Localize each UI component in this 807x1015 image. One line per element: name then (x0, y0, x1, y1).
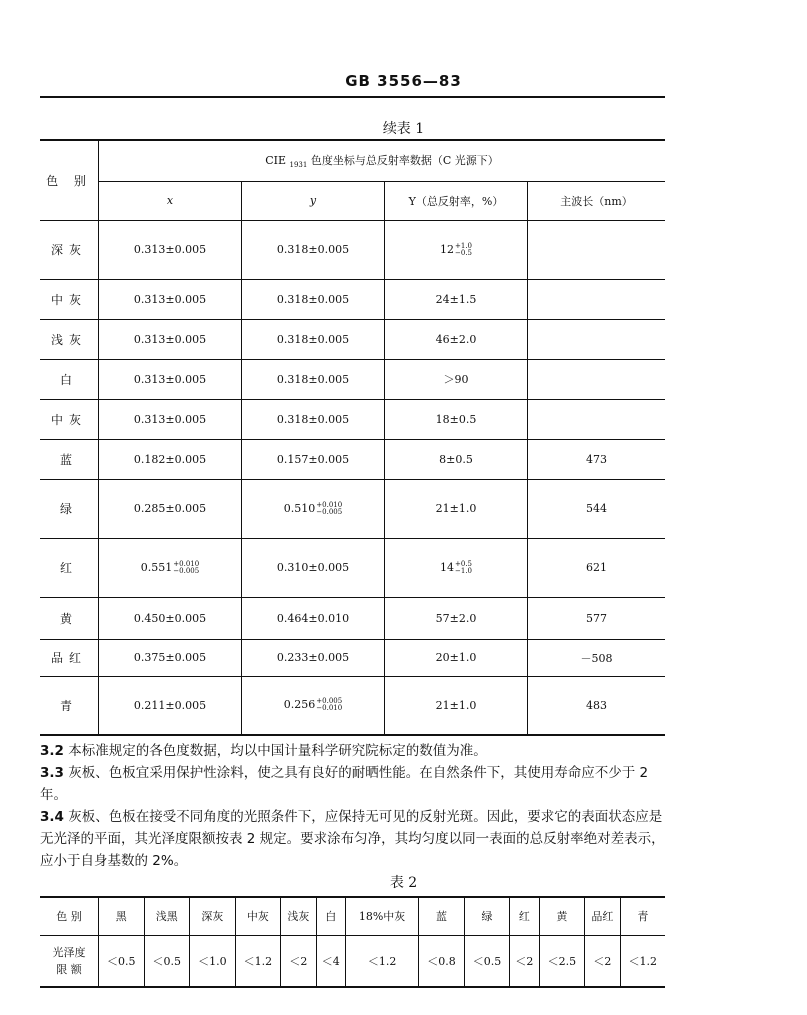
cell-Y: 21±1.0 (385, 676, 528, 735)
table-row (40, 279, 665, 319)
para-num: 3.4 (40, 809, 64, 825)
para-text: 灰板、色板在接受不同角度的光照条件下，应保持无可见的反射光斑。因此，要求它的表面状态应是无光泽的平面，其光泽度限额按表 2 规定。要求涂布匀净，其均匀度以同一表面的总反射率绝对差表示，应小于自身基数的 2%。 (40, 809, 665, 869)
gloss-color-header: 深灰 (190, 897, 236, 935)
gloss-color-header: 蓝 (419, 897, 465, 935)
cell-color: 黄 (40, 597, 99, 639)
gloss-color-header: 中灰 (235, 897, 281, 935)
table-row (40, 479, 665, 538)
cell-Y: 21±1.0 (385, 479, 528, 538)
tolerance-down: −0.010 (316, 704, 343, 713)
cell-wl (528, 359, 666, 399)
tolerance-up: +0.010 (173, 559, 200, 568)
standard-code: GB 3556—83 (345, 72, 462, 90)
cell-color: 蓝 (40, 439, 99, 479)
tolerance-down: −0.005 (316, 507, 343, 516)
paragraph-3-4 (40, 806, 668, 872)
cell-wl: 621 (528, 538, 666, 597)
row-label-line2: 限 额 (56, 962, 82, 976)
cie-title-pre: CIE (265, 154, 287, 168)
cell-Y: 18±0.5 (385, 399, 528, 439)
tolerance-down: −0.005 (173, 566, 200, 575)
table2-caption: 表 2 (389, 875, 418, 891)
table2-header-label: 色 别 (40, 897, 99, 935)
col-wavelength-header: 主波长（nm） (528, 181, 666, 220)
gloss-limit-value: ＜1.2 (235, 935, 281, 987)
cell-wl: －508 (528, 639, 666, 676)
cell-x: 0.313±0.005 (99, 319, 242, 359)
cell-wl (528, 279, 666, 319)
table-row (40, 538, 665, 597)
color-header: 色 别 (40, 140, 99, 220)
cell-Y: ＞90 (385, 359, 528, 399)
gloss-limit-value: ＜2 (281, 935, 317, 987)
cie-title-post: 色度坐标与总反射率数据（C 光源下） (310, 154, 499, 168)
gloss-limit-value: ＜2 (510, 935, 539, 987)
gloss-limit-table (40, 896, 665, 988)
cie-title (99, 140, 666, 181)
cell-x-tolerance (99, 538, 242, 597)
cell-Y: 24±1.5 (385, 279, 528, 319)
tolerance-up: +1.0 (455, 241, 472, 250)
table-row (40, 597, 665, 639)
table-row (40, 639, 665, 676)
header-rule (40, 96, 665, 98)
tolerance-up: +0.005 (316, 697, 343, 706)
table-row (40, 359, 665, 399)
cell-y: 0.157±0.005 (242, 439, 385, 479)
cell-y-tolerance (242, 676, 385, 735)
para-num: 3.2 (40, 743, 64, 759)
gloss-limit-value: ＜1.2 (345, 935, 418, 987)
gloss-limit-value: ＜0.5 (99, 935, 145, 987)
gloss-color-header: 浅灰 (281, 897, 317, 935)
paragraph-3-2 (40, 740, 668, 762)
cell-y: 0.318±0.005 (242, 399, 385, 439)
tolerance-down: −0.5 (455, 248, 472, 257)
cell-wl: 473 (528, 439, 666, 479)
cell-x: 0.285±0.005 (99, 479, 242, 538)
gloss-color-header: 黄 (539, 897, 585, 935)
cell-wl: 577 (528, 597, 666, 639)
tolerance-up: +0.010 (316, 500, 343, 509)
col-x-header: x (99, 181, 242, 220)
cell-color: 绿 (40, 479, 99, 538)
cell-x: 0.313±0.005 (99, 399, 242, 439)
cell-x: 0.313±0.005 (99, 220, 242, 279)
gloss-limit-value: ＜2.5 (539, 935, 585, 987)
value-main: 14 (440, 560, 454, 574)
cell-color: 红 (40, 538, 99, 597)
cell-Y: 20±1.0 (385, 639, 528, 676)
gloss-color-header: 绿 (464, 897, 510, 935)
para-text: 灰板、色板宜采用保护性涂料，使之具有良好的耐晒性能。在自然条件下，其使用寿命应不少于 2 年。 (40, 765, 649, 803)
gloss-color-header: 黑 (99, 897, 145, 935)
tolerance (173, 561, 199, 575)
gloss-color-header: 红 (510, 897, 539, 935)
gloss-limit-value: ＜1.2 (620, 935, 665, 987)
cell-color: 中灰 (40, 399, 99, 439)
tolerance-down: −1.0 (455, 566, 472, 575)
cell-x: 0.375±0.005 (99, 639, 242, 676)
cell-y: 0.318±0.005 (242, 279, 385, 319)
cell-x: 0.313±0.005 (99, 279, 242, 319)
tolerance (316, 698, 342, 712)
gloss-limit-value: ＜1.0 (190, 935, 236, 987)
gloss-limit-value: ＜0.5 (144, 935, 190, 987)
gloss-limit-value: ＜2 (585, 935, 621, 987)
cell-color: 品红 (40, 639, 99, 676)
cell-x: 0.450±0.005 (99, 597, 242, 639)
para-text: 本标准规定的各色度数据，均以中国计量科学研究院标定的数值为准。 (68, 743, 487, 759)
cell-y-tolerance (242, 479, 385, 538)
cell-color: 浅灰 (40, 319, 99, 359)
tolerance (455, 243, 472, 257)
table-row (40, 319, 665, 359)
cell-wl (528, 399, 666, 439)
cell-wl: 483 (528, 676, 666, 735)
cell-y: 0.464±0.010 (242, 597, 385, 639)
cell-y: 0.318±0.005 (242, 220, 385, 279)
value-main: 0.510 (283, 501, 316, 515)
value-main: 0.256 (283, 698, 316, 712)
cell-Y: 57±2.0 (385, 597, 528, 639)
col-Y-header: Y（总反射率，%） (385, 181, 528, 220)
gloss-color-header: 浅黑 (144, 897, 190, 935)
cell-wl: 544 (528, 479, 666, 538)
tolerance-up: +0.5 (455, 559, 472, 568)
col-y-header: y (242, 181, 385, 220)
gloss-color-header: 18%中灰 (345, 897, 418, 935)
cell-Y-tolerance (385, 220, 528, 279)
table-row (40, 676, 665, 735)
tolerance (316, 502, 342, 516)
cell-Y: 46±2.0 (385, 319, 528, 359)
table-row (40, 220, 665, 279)
cell-x: 0.182±0.005 (99, 439, 242, 479)
cell-x: 0.211±0.005 (99, 676, 242, 735)
cell-x: 0.313±0.005 (99, 359, 242, 399)
cell-Y: 8±0.5 (385, 439, 528, 479)
value-main: 0.551 (140, 560, 173, 574)
cell-y: 0.233±0.005 (242, 639, 385, 676)
gloss-color-header: 品红 (585, 897, 621, 935)
tolerance (455, 561, 472, 575)
cell-Y-tolerance (385, 538, 528, 597)
value-main: 12 (440, 242, 454, 256)
gloss-limit-value: ＜0.8 (419, 935, 465, 987)
table1-caption: 续表 1 (382, 121, 425, 137)
row-label-line1: 光泽度 (52, 945, 86, 959)
gloss-limit-value: ＜0.5 (464, 935, 510, 987)
table2-row-label (40, 935, 99, 987)
color-data-table (40, 139, 665, 736)
cell-y: 0.318±0.005 (242, 359, 385, 399)
gloss-limit-value: ＜4 (316, 935, 345, 987)
table-row (40, 399, 665, 439)
cell-color: 青 (40, 676, 99, 735)
cell-y: 0.310±0.005 (242, 538, 385, 597)
gloss-color-header: 白 (316, 897, 345, 935)
cell-wl (528, 220, 666, 279)
cell-wl (528, 319, 666, 359)
cie-title-sub: 1931 (289, 161, 308, 170)
paragraph-3-3 (40, 762, 668, 806)
table-row (40, 439, 665, 479)
cell-color: 白 (40, 359, 99, 399)
cell-color: 中灰 (40, 279, 99, 319)
cell-color: 深灰 (40, 220, 99, 279)
cell-y: 0.318±0.005 (242, 319, 385, 359)
para-num: 3.3 (40, 765, 64, 781)
gloss-color-header: 青 (620, 897, 665, 935)
